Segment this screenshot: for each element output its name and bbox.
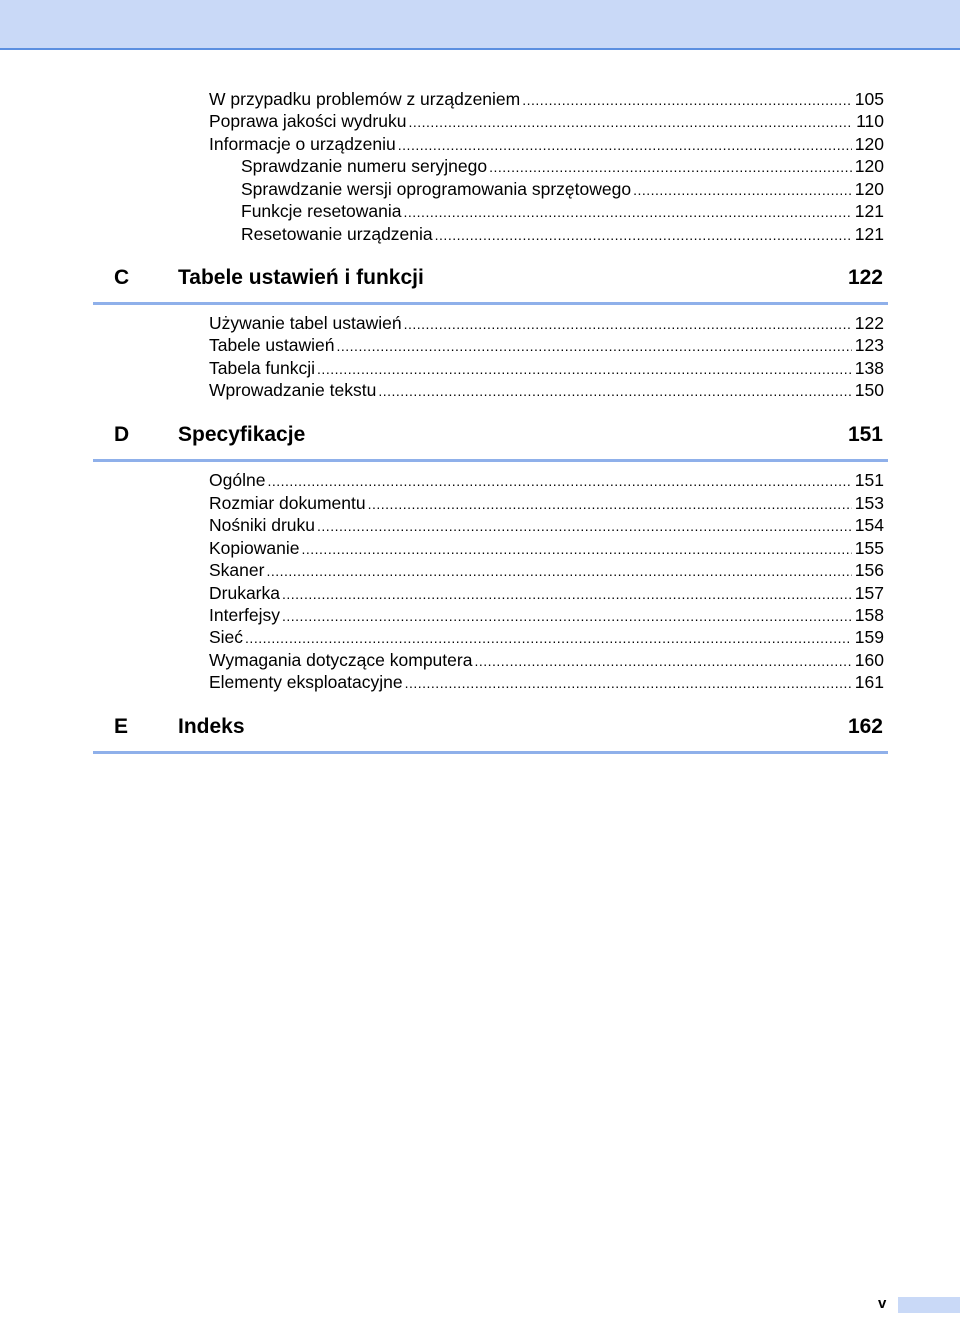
toc-entry[interactable] bbox=[209, 492, 884, 514]
leader-dots bbox=[282, 583, 852, 605]
toc-entry-page: 110 bbox=[856, 111, 884, 131]
leader-dots bbox=[408, 111, 853, 133]
leader-dots bbox=[245, 627, 852, 649]
toc-entry-title: Sprawdzanie numeru seryjnego bbox=[241, 156, 488, 176]
toc-entry-title: Kopiowanie bbox=[209, 538, 300, 558]
toc-entry-page: 158 bbox=[854, 605, 884, 625]
leader-dots bbox=[317, 515, 852, 537]
toc-entry-page: 161 bbox=[854, 672, 884, 692]
page-number: v bbox=[878, 1295, 887, 1312]
leader-dots bbox=[404, 201, 852, 223]
toc-entry-page: 120 bbox=[854, 179, 884, 199]
leader-dots bbox=[267, 470, 851, 492]
toc-entry-title: Wprowadzanie tekstu bbox=[209, 380, 377, 400]
toc-entry[interactable] bbox=[209, 604, 884, 626]
toc-entry[interactable] bbox=[209, 514, 884, 536]
leader-dots bbox=[522, 89, 852, 111]
chapter-heading-c[interactable] bbox=[93, 262, 888, 305]
toc-entry[interactable] bbox=[209, 626, 884, 648]
toc-entry-title: Tabela funkcji bbox=[209, 358, 316, 378]
leader-dots bbox=[282, 605, 852, 627]
toc-entry-page: 138 bbox=[854, 358, 884, 378]
toc-entry[interactable] bbox=[209, 88, 884, 110]
leader-dots bbox=[404, 313, 852, 335]
chapter-letter: E bbox=[114, 715, 129, 738]
toc-entry[interactable] bbox=[209, 379, 884, 401]
toc-entry-page: 160 bbox=[854, 650, 884, 670]
toc-entry[interactable] bbox=[241, 200, 884, 222]
toc-entry-page: 105 bbox=[854, 89, 884, 109]
toc-entry[interactable] bbox=[241, 155, 884, 177]
toc-entry-page: 151 bbox=[854, 470, 884, 490]
toc-entry-page: 120 bbox=[854, 134, 884, 154]
chapter-title: Specyfikacje bbox=[178, 423, 306, 446]
toc-entry-page: 154 bbox=[854, 515, 884, 535]
toc-entry[interactable] bbox=[209, 582, 884, 604]
toc-entry-page: 121 bbox=[854, 224, 884, 244]
chapter-page: 122 bbox=[847, 266, 883, 289]
chapter-page: 151 bbox=[847, 423, 883, 446]
leader-dots bbox=[317, 358, 852, 380]
toc-entry-page: 157 bbox=[854, 583, 884, 603]
toc-entry[interactable] bbox=[241, 223, 884, 245]
toc-entry[interactable] bbox=[209, 649, 884, 671]
toc-entry[interactable] bbox=[209, 357, 884, 379]
footer-band bbox=[898, 1297, 960, 1313]
toc-entry[interactable] bbox=[241, 178, 884, 200]
toc-entry[interactable] bbox=[209, 537, 884, 559]
toc-entry[interactable] bbox=[209, 110, 884, 132]
toc-entry[interactable] bbox=[209, 671, 884, 693]
toc-entry[interactable] bbox=[209, 469, 884, 491]
leader-dots bbox=[266, 560, 851, 582]
toc-entry-page: 123 bbox=[854, 335, 884, 355]
toc-entry-title: W przypadku problemów z urządzeniem bbox=[209, 89, 521, 109]
toc-entry-page: 159 bbox=[854, 627, 884, 647]
toc-entry-title: Elementy eksploatacyjne bbox=[209, 672, 403, 692]
toc-entry-page: 155 bbox=[854, 538, 884, 558]
leader-dots bbox=[301, 538, 851, 560]
toc-entry-title: Ogólne bbox=[209, 470, 266, 490]
toc-entry-page: 121 bbox=[854, 201, 884, 221]
leader-dots bbox=[368, 493, 852, 515]
toc-entry-title: Skaner bbox=[209, 560, 265, 580]
chapter-page: 162 bbox=[847, 715, 883, 738]
toc-entry-page: 156 bbox=[854, 560, 884, 580]
chapter-letter: D bbox=[114, 423, 130, 446]
chapter-heading-d[interactable] bbox=[93, 419, 888, 462]
leader-dots bbox=[489, 156, 852, 178]
toc-entry-title: Rozmiar dokumentu bbox=[209, 493, 366, 513]
toc-entry-page: 120 bbox=[854, 156, 884, 176]
leader-dots bbox=[378, 380, 851, 402]
toc-entry-title: Resetowanie urządzenia bbox=[241, 224, 433, 244]
toc-entry-page: 122 bbox=[854, 313, 884, 333]
leader-dots bbox=[474, 650, 851, 672]
toc-entry-title: Interfejsy bbox=[209, 605, 280, 625]
toc-entry-title: Wymagania dotyczące komputera bbox=[209, 650, 473, 670]
leader-dots bbox=[435, 224, 852, 246]
toc-entry-title: Poprawa jakości wydruku bbox=[209, 111, 407, 131]
chapter-title: Tabele ustawień i funkcji bbox=[178, 266, 424, 289]
header-band bbox=[0, 0, 960, 50]
leader-dots bbox=[633, 179, 852, 201]
toc-entry[interactable] bbox=[209, 312, 884, 334]
toc-entry[interactable] bbox=[209, 133, 884, 155]
toc-entry-title: Używanie tabel ustawień bbox=[209, 313, 402, 333]
leader-dots bbox=[398, 134, 852, 156]
chapter-letter: C bbox=[114, 266, 130, 289]
leader-dots bbox=[337, 335, 852, 357]
toc-entry[interactable] bbox=[209, 559, 884, 581]
toc-entry-title: Sprawdzanie wersji oprogramowania sprzętowego bbox=[241, 179, 632, 199]
chapter-heading-e[interactable] bbox=[93, 711, 888, 754]
toc-entry-page: 150 bbox=[854, 380, 884, 400]
chapter-title: Indeks bbox=[178, 715, 245, 738]
toc-entry-title: Sieć bbox=[209, 627, 244, 647]
leader-dots bbox=[405, 672, 852, 694]
toc-entry[interactable] bbox=[209, 334, 884, 356]
toc-entry-title: Tabele ustawień bbox=[209, 335, 335, 355]
toc-entry-title: Drukarka bbox=[209, 583, 280, 603]
toc-entry-page: 153 bbox=[854, 493, 884, 513]
toc-entry-title: Funkcje resetowania bbox=[241, 201, 402, 221]
toc-entry-title: Nośniki druku bbox=[209, 515, 316, 535]
toc-entry-title: Informacje o urządzeniu bbox=[209, 134, 396, 154]
